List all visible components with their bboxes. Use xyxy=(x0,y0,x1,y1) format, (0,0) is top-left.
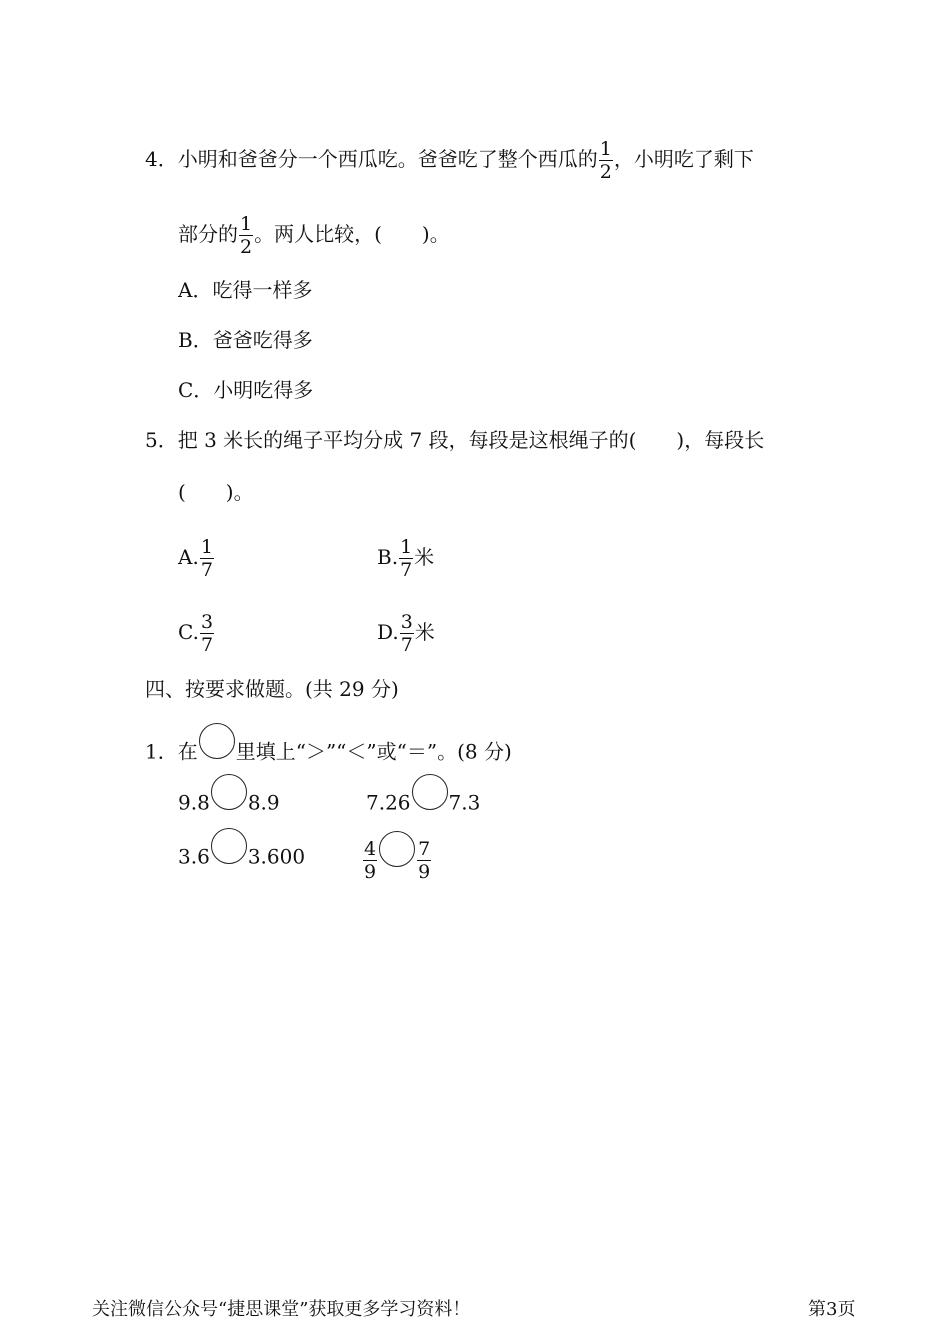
q4-text-1a: 4．小明和爸爸分一个西瓜吃。爸爸吃了整个西瓜的 xyxy=(145,147,598,171)
q4-line1 xyxy=(145,138,754,183)
answer-circle[interactable] xyxy=(211,774,247,810)
q5-option-b-label: B. xyxy=(377,545,399,569)
q4-option-c[interactable]: C．小明吃得多 xyxy=(178,378,314,402)
section4-q1 xyxy=(145,735,512,771)
answer-circle[interactable] xyxy=(211,828,247,864)
q5-option-c-fraction: $\frac{3}{7}$ xyxy=(200,611,214,656)
q5-option-b-fraction: $\frac{1}{7}$ xyxy=(400,536,413,581)
answer-circle[interactable] xyxy=(412,774,448,810)
section4-q1-suffix: 里填上“＞”“＜”或“＝”。(8 分) xyxy=(235,739,512,764)
q5-option-c-label: C. xyxy=(178,620,199,644)
footer-promo: 关注微信公众号“捷思课堂”获取更多学习资料！ xyxy=(92,1299,471,1320)
q5-option-d-unit: 米 xyxy=(414,620,435,644)
q5-option-a[interactable] xyxy=(178,536,215,581)
q5-option-b-unit: 米 xyxy=(414,545,435,569)
compare-item-2 xyxy=(366,786,480,822)
q5-option-d-label: D. xyxy=(377,620,399,644)
q4-text-2b: 。两人比较，( )。 xyxy=(254,222,450,246)
compare-right: 3.600 xyxy=(247,844,306,869)
q5-line2: ( )。 xyxy=(178,480,254,504)
answer-circle[interactable] xyxy=(379,831,415,867)
compare-item-1 xyxy=(178,786,280,822)
q4-text-2a: 部分的 xyxy=(178,222,238,246)
q4-option-a[interactable]: A．吃得一样多 xyxy=(178,278,313,302)
compare-right-fraction: $\frac{7}{9}$ xyxy=(418,838,431,883)
compare-item-4 xyxy=(362,838,432,883)
q5-option-d-fraction: $\frac{3}{7}$ xyxy=(400,611,413,656)
q4-fraction-half: $\frac{1}{2}$ xyxy=(599,138,612,183)
circle-placeholder-icon xyxy=(199,723,235,759)
section4-q1-prefix: 1．在 xyxy=(145,739,198,764)
q4-line2 xyxy=(178,213,450,258)
q5-option-a-label: A. xyxy=(178,545,199,569)
q5-option-b[interactable] xyxy=(377,536,434,581)
compare-left-fraction: $\frac{4}{9}$ xyxy=(364,838,377,883)
q5-line1: 5．把 3 米长的绳子平均分成 7 段，每段是这根绳子的( )，每段长 xyxy=(145,428,765,452)
compare-right: 7.3 xyxy=(448,790,481,815)
page-number: 第3页 xyxy=(808,1299,856,1320)
q5-option-c[interactable] xyxy=(178,611,215,656)
compare-left: 3.6 xyxy=(178,844,210,869)
compare-right: 8.9 xyxy=(247,790,280,815)
q4-option-b[interactable]: B．爸爸吃得多 xyxy=(178,328,313,352)
compare-left: 7.26 xyxy=(366,790,411,815)
compare-left: 9.8 xyxy=(178,790,210,815)
compare-item-3 xyxy=(178,840,305,876)
q4-text-1b: ，小明吃了剩下 xyxy=(613,147,754,171)
q5-option-d[interactable] xyxy=(377,611,435,656)
q5-option-a-fraction: $\frac{1}{7}$ xyxy=(200,536,213,581)
q4-fraction-half-2: $\frac{1}{2}$ xyxy=(240,213,253,258)
section4-title: 四、按要求做题。(共 29 分) xyxy=(145,677,399,701)
